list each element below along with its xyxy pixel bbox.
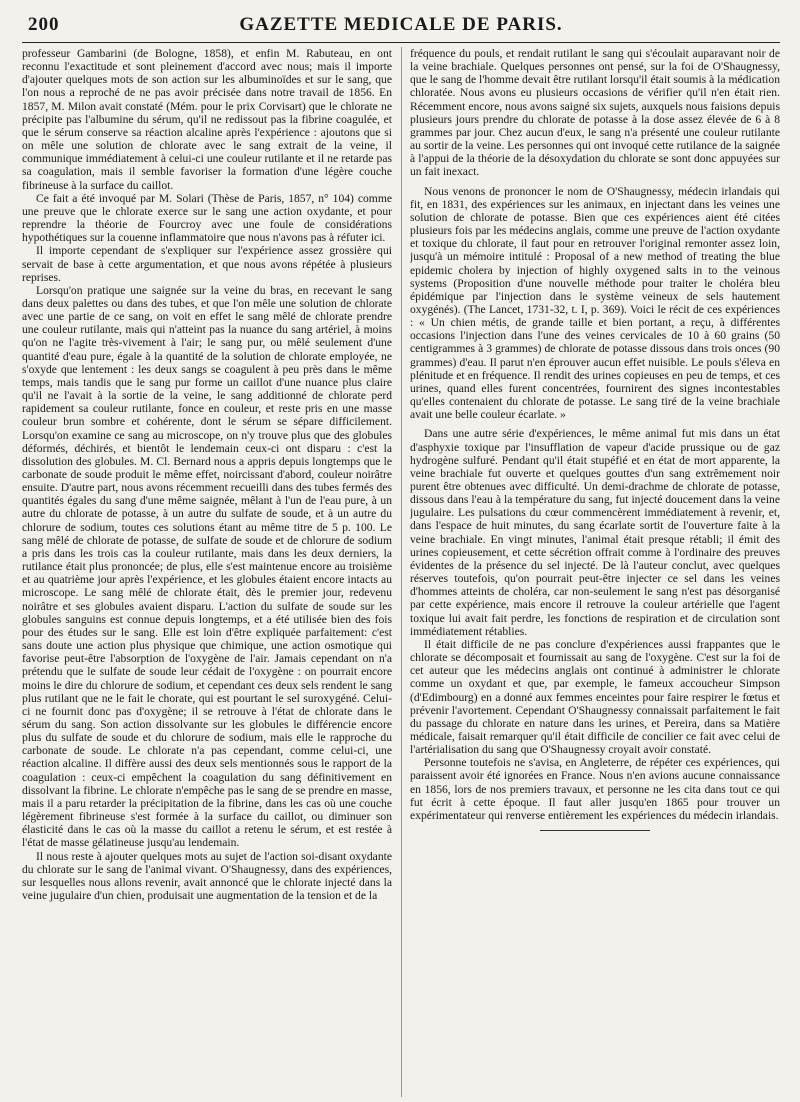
page-number: 200	[28, 14, 60, 35]
text-columns	[22, 47, 780, 1097]
paragraph: professeur Gambarini (de Bologne, 1858), et enfin M. Rabuteau, en ont reconnu l'exactitude et sont pleinement d'accord avec nous; mais il importe d'ajouter quelques mots de son action sur les albuminoïdes et sur le sang, que l'on nous a reproché de ne pas avoir précisée dans notre travail de 1856. En 1857, M. Milon avait constaté (Mém. pour le prix Corvisart) que le chlorate ne précipite pas l'albumine du sérum, qu'il ne redissout pas la fibrine coagulée, et que le sérum conserve sa réaction alcaline après l'expérience : ajoutons que si on mêle une solution de chlorate avec le sang extrait de la veine, il communique immédiatement à celui-ci une couleur rutilante et il ne retarde pas sa coagulation, mais il semble favoriser la formation d'une légère couche fibrineuse à la surface du caillot.	[22, 47, 392, 192]
page-header	[22, 8, 780, 43]
paragraph: fréquence du pouls, et rendait rutilant le sang qui s'écoulait auparavant noir de la veine brachiale. Quelques personnes ont pensé, sur la foi de O'Shaugnessy, que le sang de l'homme devait être rutilant lorsqu'il était soumis à la médication chloratée. Nous avons eu plusieurs occasions de vérifier qu'il n'en était rien. Récemment encore, nous avons saigné six sujets, auxquels nous faisions depuis plusieurs jours prendre du chlorate de potasse à la dose assez élevée de 6 à 8 grammes par jour. Chez aucun d'eux, le sang n'a présenté une couleur rutilante au sortir de la veine. Les personnes qui ont invoqué cette rutilance de la saignée à l'appui de la théorie de la désoxydation du chlorate se sont donc appuyées sur un fait inexact.	[410, 47, 780, 179]
paragraph: Ce fait a été invoqué par M. Solari (Thèse de Paris, 1857, n° 104) comme une preuve que le chlorate exerce sur le sang une action oxydante, et pour reprendre la théorie de Fourcroy avec une foule de considérations hypothétiques sur la couenne inflammatoire que nous n'avons pas à réfuter ici.	[22, 191, 392, 245]
section-end-rule	[540, 830, 650, 831]
paragraph: Personne toutefois ne s'avisa, en Angleterre, de répéter ces expériences, qui paraissent avoir été ignorées en France. Nous n'en avions aucune connaissance en 1856, lors de nos premiers travaux, et personne ne les cita dans tout ce qui fut écrit à cette époque. Il faut aller jusqu'en 1865 pour trouver un expérimentateur qui renverse entièrement les expériences du médecin irlandais.	[410, 756, 780, 822]
journal-title: GAZETTE MEDICALE DE PARIS.	[239, 14, 563, 35]
paragraph: Il était difficile de ne pas conclure d'expériences aussi frappantes que le chlorate se décomposait et fournissait au sang de l'oxygène. C'est sur la foi de cet auteur que les médecins anglais ont continué à administrer le chlorate comme un oxydant et que, par exemple, le fameux accoucheur Simpson (d'Edimbourg) en a donné aux femmes enceintes pour faire respirer le fœtus et prévenir l'avortement. Cependant O'Shaugnessy connaissait parfaitement le fait du passage du chlorate en nature dans les urines, et Pereira, dans sa Matière médicale, faisait remarquer qu'il était difficile de concilier ce fait avec celui de l'artérialisation du sang que O'Shaugnessy croyait avoir constaté.	[410, 637, 780, 757]
paragraph: Nous venons de prononcer le nom de O'Shaugnessy, médecin irlandais qui fit, en 1831, des expériences sur les animaux, en injectant dans les veines une solution de chlorate de potasse. Bien que ces expériences aient été citées plusieurs fois par les médecins anglais, comme une preuve de l'action oxydante et toxique du chlorate, il faut pour en retrouver l'original remonter assez loin, jusqu'à un mémoire intitulé : Proposal of a new method of treating the blue epidemic cholera by injection of highly oxygened salts in to the veinous systems (Proposition d'une nouvelle méthode pour traiter le choléra bleu épidémique par l'injection dans le système veineux de sels hautement oxygénés). (The Lancet, 1731-32, t. I, p. 369). Voici le récit de ces expériences : « Un chien métis, de grande taille et bien portant, a reçu, à différentes occasions l'injection dans l'une des veines cervicales de 10 à 60 grains (50 centigrammes à 3 grammes) de chlorate de potasse dissous dans trois onces (90 grammes) d'eau. Il parut n'en éprouver aucun effet nuisible. Le pouls s'éleva en plénitude et en fréquence. Il rendit des urines copieuses en peu de temps, et ces urines, quand elles furent concentrées, fournirent des signes incontestables qu'elles contenaient du chlorate de potasse. Le sang tiré de la veine brachiale avait une belle couleur écarlate. »	[410, 184, 780, 422]
paragraph: Il nous reste à ajouter quelques mots au sujet de l'action soi-disant oxydante du chlorate sur le sang de l'animal vivant. O'Shaugnessy, dans des expériences, sur lesquelles nous allons revenir, avait annoncé que le chlorate injecté dans la veine jugulaire d'un chien, produisait une augmentation de la tension et de la	[22, 849, 392, 902]
paragraph: Dans une autre série d'expériences, le même animal fut mis dans un état d'asphyxie toxique par l'insufflation de vapeur d'acide prussique ou de gaz hydrogène sulfuré. Pendant qu'il était stupéfié et en état de mort apparente, la veine brachiale fut ouverte et quelques gouttes d'un sang extrêmement noir purent être obtenues avec difficulté. Un demi-drachme de chlorate de potasse, dissous dans l'eau à la température du sang, fut injecté doucement dans la veine jugulaire. Les pulsations du cœur commencèrent immédiatement à revenir, et, dans l'espace de huit minutes, du sang écarlate sortit de l'ouverture faite à la veine brachiale. En vingt minutes, l'animal était presque rétabli; il émit des urines copieusement, et cette sécrétion offrait comme à l'ordinaire des preuves évidentes de la présence du sel injecté. De là l'auteur conclut, avec quelques réserves toutefois, qu'on pourrait peut-être injecter ce sel dans les veines d'hommes atteints de choléra, car non-seulement le sang n'est pas désorganisé par cette expérience, mais encore il retrouve la couleur artérielle que l'agent toxique lui avait fait perdre, les fonctions de respiration et de circulation sont immédiatement rétablies.	[410, 427, 780, 638]
paragraph: Il importe cependant de s'expliquer sur l'expérience assez grossière qui servait de base à cette argumentation, et que nous avons répétée à plusieurs reprises.	[22, 244, 392, 284]
paragraph: Lorsqu'on pratique une saignée sur la veine du bras, en recevant le sang dans deux palettes ou dans des tubes, et que l'on mêle une solution de chlorate avec une partie de ce sang, on voit en effet le sang mêlé de chlorate prendre une couleur rutilante, mais qui n'atteint pas la nuance du sang artériel, à moins qu'on ne l'agite très-vivement à l'air; le sang pur, ou mêlé seulement d'une quantité d'eau pure, égale à la quantité de la solution de chlorate employée, ne s'oxyde que lentement : les deux sangs se coagulent à peu près dans le même temps, mais tandis que le sang pur forme un caillot d'une nuance plus claire qu'il ne l'avait à la sortie de la veine, le sang additionné de chlorate perd rapidement sa couleur rutilante, fonce en couleur, et reste pris en une masse couleur brun sombre et cohérente, dont le sérum se sépare difficilement. Lorsqu'on examine ce sang au microscope, on n'y trouve plus que des globules déformés, déchirés, et bientôt le lendemain ceux-ci ont disparu : c'est la dissolution des globules. M. Cl. Bernard nous a appris depuis longtemps que le carbonate de soude produit le même effet, noircissant d'abord, couleur noirâtre ensuite. D'autre part, nous avons récemment recueilli dans des tubes fermés des quantités égales du sang d'une même saignée, mêlant à l'un de l'eau pure, à un autre du chlorate de potasse, à un autre du sulfate de soude, et à un autre du chlorure de sodium, toutes ces solutions étant au même titre de 5 p. 100. Le sang mêlé de chlorate de potasse, de sulfate de soude et de chlorure de sodium a pris dans les trois cas la couleur rutilante, mais dans les deux derniers, la rutilance était plus prononcée; de plus, elle s'est maintenue encore au troisième et au quatrième jour après l'expérience, et les globules étaient encore intacts au microscope. Le sang mêlé de chlorate était, dès le premier jour, redevenu noirâtre et ses globules avaient disparu. L'action du sulfate de soude sur les globules sanguins est connue depuis longtemps, et a été utilisée bien des fois pour des études sur le sang. Elle est loin d'être expliquée parfaitement: c'est sans doute une action plus physique que chimique, une action osmotique qui favorise peut-être l'absorption de l'oxygène de l'air. Jamais cependant on n'a prétendu que le sulfate de soude leur cédait de l'oxygène : on pourrait encore moins le dire du chlorure de sodium, et cependant ces deux sels rendent le sang plus rutilant que ne le fait le chorate, qui est pourtant le sel suroxygéné. Celui-ci ne fournit donc pas d'oxygène; il se retrouve à l'état de chlorate dans le sérum du sang. Son action dissolvante sur les globules le différencie encore plus du sulfate de soude et du chlorure de sodium, mais elle le rapproche du carbonate de soude. Le chlorate n'a pas cependant, comme celui-ci, une réaction alcaline. Il diffère aussi des deux sels mentionnés sous le rapport de la coagulation : ceux-ci empêchent la coagulation du sang définitivement en dissolvant la fibrine. Le chlorate n'empêche pas le sang de se prendre en masse, mais il a paru retarder la précipitation de la fibrine, dans les cas où une couche légèrement fibrineuse s'est formée à la surface du caillot, ou diminuer son élasticité dans le cas où la masse du caillot a retenu le sérum, et est restée à l'état de masse gélatineuse jusqu'au lendemain.	[22, 283, 392, 850]
column-divider	[401, 47, 402, 1097]
right-column	[410, 47, 780, 1097]
left-column	[22, 47, 392, 1097]
